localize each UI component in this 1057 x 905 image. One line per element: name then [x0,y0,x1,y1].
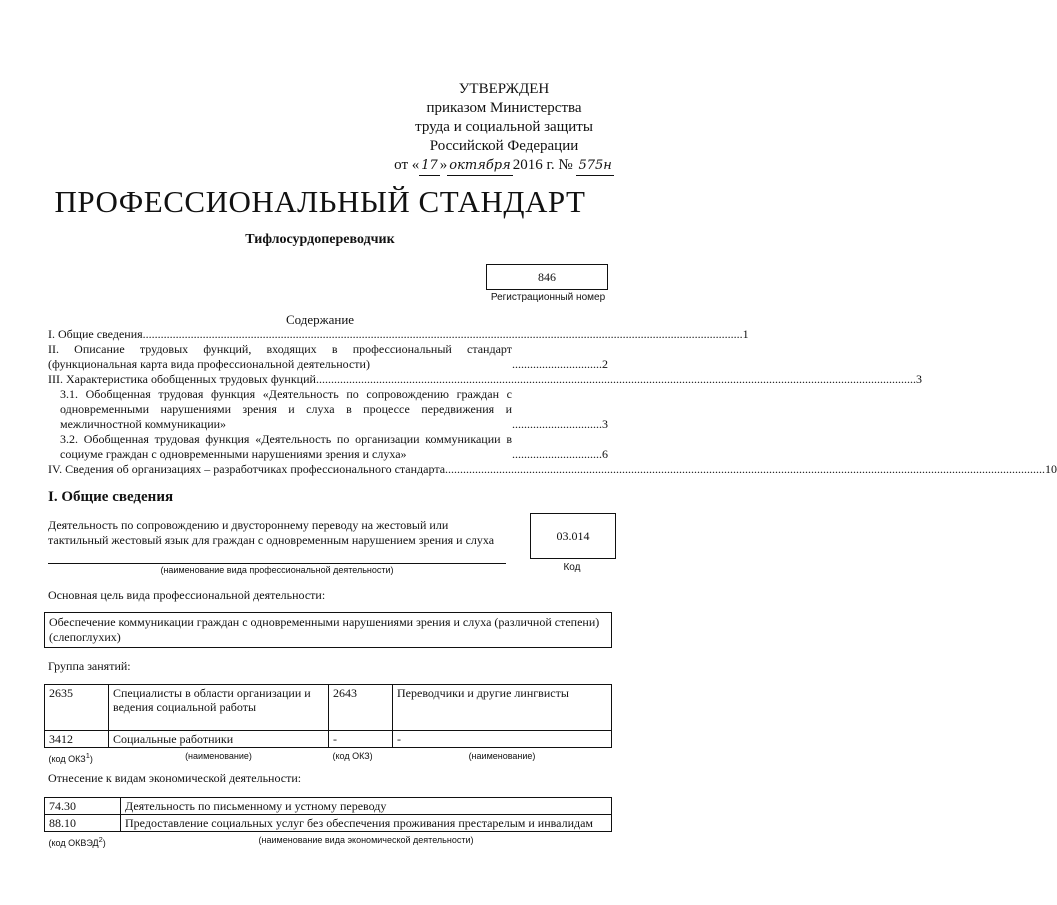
handwritten-day: 17 [419,156,440,176]
toc-item[interactable]: III. Характеристика обобщенных трудовых функций ........................................................................................................................................................................................................ 3 [48,372,922,386]
activity-code-caption: Код [563,562,581,573]
occupation-name-cell: Специалисты в области организации и ведения социальной работы [109,685,329,731]
registration-number-label: Регистрационный номер [490,292,606,303]
approval-date-line [384,156,624,176]
okved-code-cell: 74.30 [45,798,121,815]
toc-item[interactable]: II. Описание трудовых функций, входящих в профессиональный стандарт (функциональная карта вида профессиональной деятельности) .............................. 2 [48,342,608,371]
economic-activity-table [44,797,612,851]
table-of-contents [48,327,1057,477]
section-heading: I. Общие сведения [48,489,174,505]
toc-item[interactable]: 3.1. Обобщенная трудовая функция «Деятельность по сопровождению граждан с одновременными нарушениями зрения и слуха в процессе передвижения и межличностной коммуникации» .............................. 3 [60,387,608,431]
okz-code-caption: (код ОКЗ$^1$) [48,751,93,764]
document-title: ПРОФЕССИОНАЛЬНЫЙ СТАНДАРТ [54,184,586,219]
economic-activity-name-cell: Предоставление социальных услуг без обеспечения проживания престарелым и инвалидам [121,815,612,832]
table-row [45,798,612,815]
toc-item[interactable]: I. Общие сведения ........................................................................................................................................................................................................ 1 [48,327,749,341]
document-subtitle: Тифлосурдопереводчик [245,232,395,247]
economic-activity-name-cell: Деятельность по письменному и устному переводу [121,798,612,815]
table-row [45,815,612,832]
economic-activity-name-caption: (наименование вида экономической деятельности) [258,835,474,845]
occupation-name-cell: - [393,731,612,748]
goal-box: Обеспечение коммуникации граждан с одновременными нарушениями зрения и слуха (различной степени) (слепоглухих) [44,612,612,648]
occupation-name-caption: (наименование) [185,751,252,761]
group-label: Группа занятий: [48,659,131,673]
table-row [45,685,612,731]
okz-code-cell: 3412 [45,731,109,748]
activity-name: Деятельность по сопровождению и двустороннему переводу на жестовый или тактильный жестовый язык для граждан с одновременным нарушением зрения и слуха [48,518,495,547]
table-caption-row [45,832,612,852]
toc-item[interactable]: 3.2. Обобщенная трудовая функция «Деятельность по организации коммуникации в социуме граждан с одновременными нарушениями зрения и слуха» .............................. 6 [60,432,608,461]
date-year: 2016 г. № [512,157,573,173]
occupation-name-cell: Социальные работники [109,731,329,748]
approval-line-2: труда и социальной защиты [415,119,593,135]
activity-underline [48,563,506,564]
okz-code-caption: (код ОКЗ) [332,751,373,761]
toc-item[interactable]: IV. Сведения об организациях – разработчиках профессионального стандарта ........................................................................................................................................................................................................ 10 [48,462,1057,476]
date-prefix: от « [394,157,420,173]
activity-caption: (наименование вида профессиональной деятельности) [160,565,394,575]
approval-line-3: Российской Федерации [429,138,579,154]
okz-code-cell: - [329,731,393,748]
okved-code-caption: (код ОКВЭД$^2$) [48,835,106,848]
date-mid: » [439,157,448,173]
activity-code-box: 03.014 [530,513,616,559]
occupation-name-cell: Переводчики и другие лингвисты [393,685,612,731]
approval-block [384,80,624,176]
table-caption-row [45,748,612,768]
occupation-name-caption: (наименование) [468,751,536,761]
goal-label: Основная цель вида профессиональной деятельности: [48,588,326,602]
occupation-group-table [44,684,612,767]
handwritten-month: октября [447,156,512,176]
table-row [45,731,612,748]
registration-number-box: 846 [486,264,608,290]
toc-heading: Содержание [285,312,355,327]
handwritten-order-number: 575н [576,156,613,176]
approval-heading: УТВЕРЖДЕН [458,81,550,97]
okz-code-cell: 2643 [329,685,393,731]
approval-line-1: приказом Министерства [426,100,582,116]
okved-code-cell: 88.10 [45,815,121,832]
economic-activity-label: Отнесение к видам экономической деятельности: [48,771,302,785]
okz-code-cell: 2635 [45,685,109,731]
